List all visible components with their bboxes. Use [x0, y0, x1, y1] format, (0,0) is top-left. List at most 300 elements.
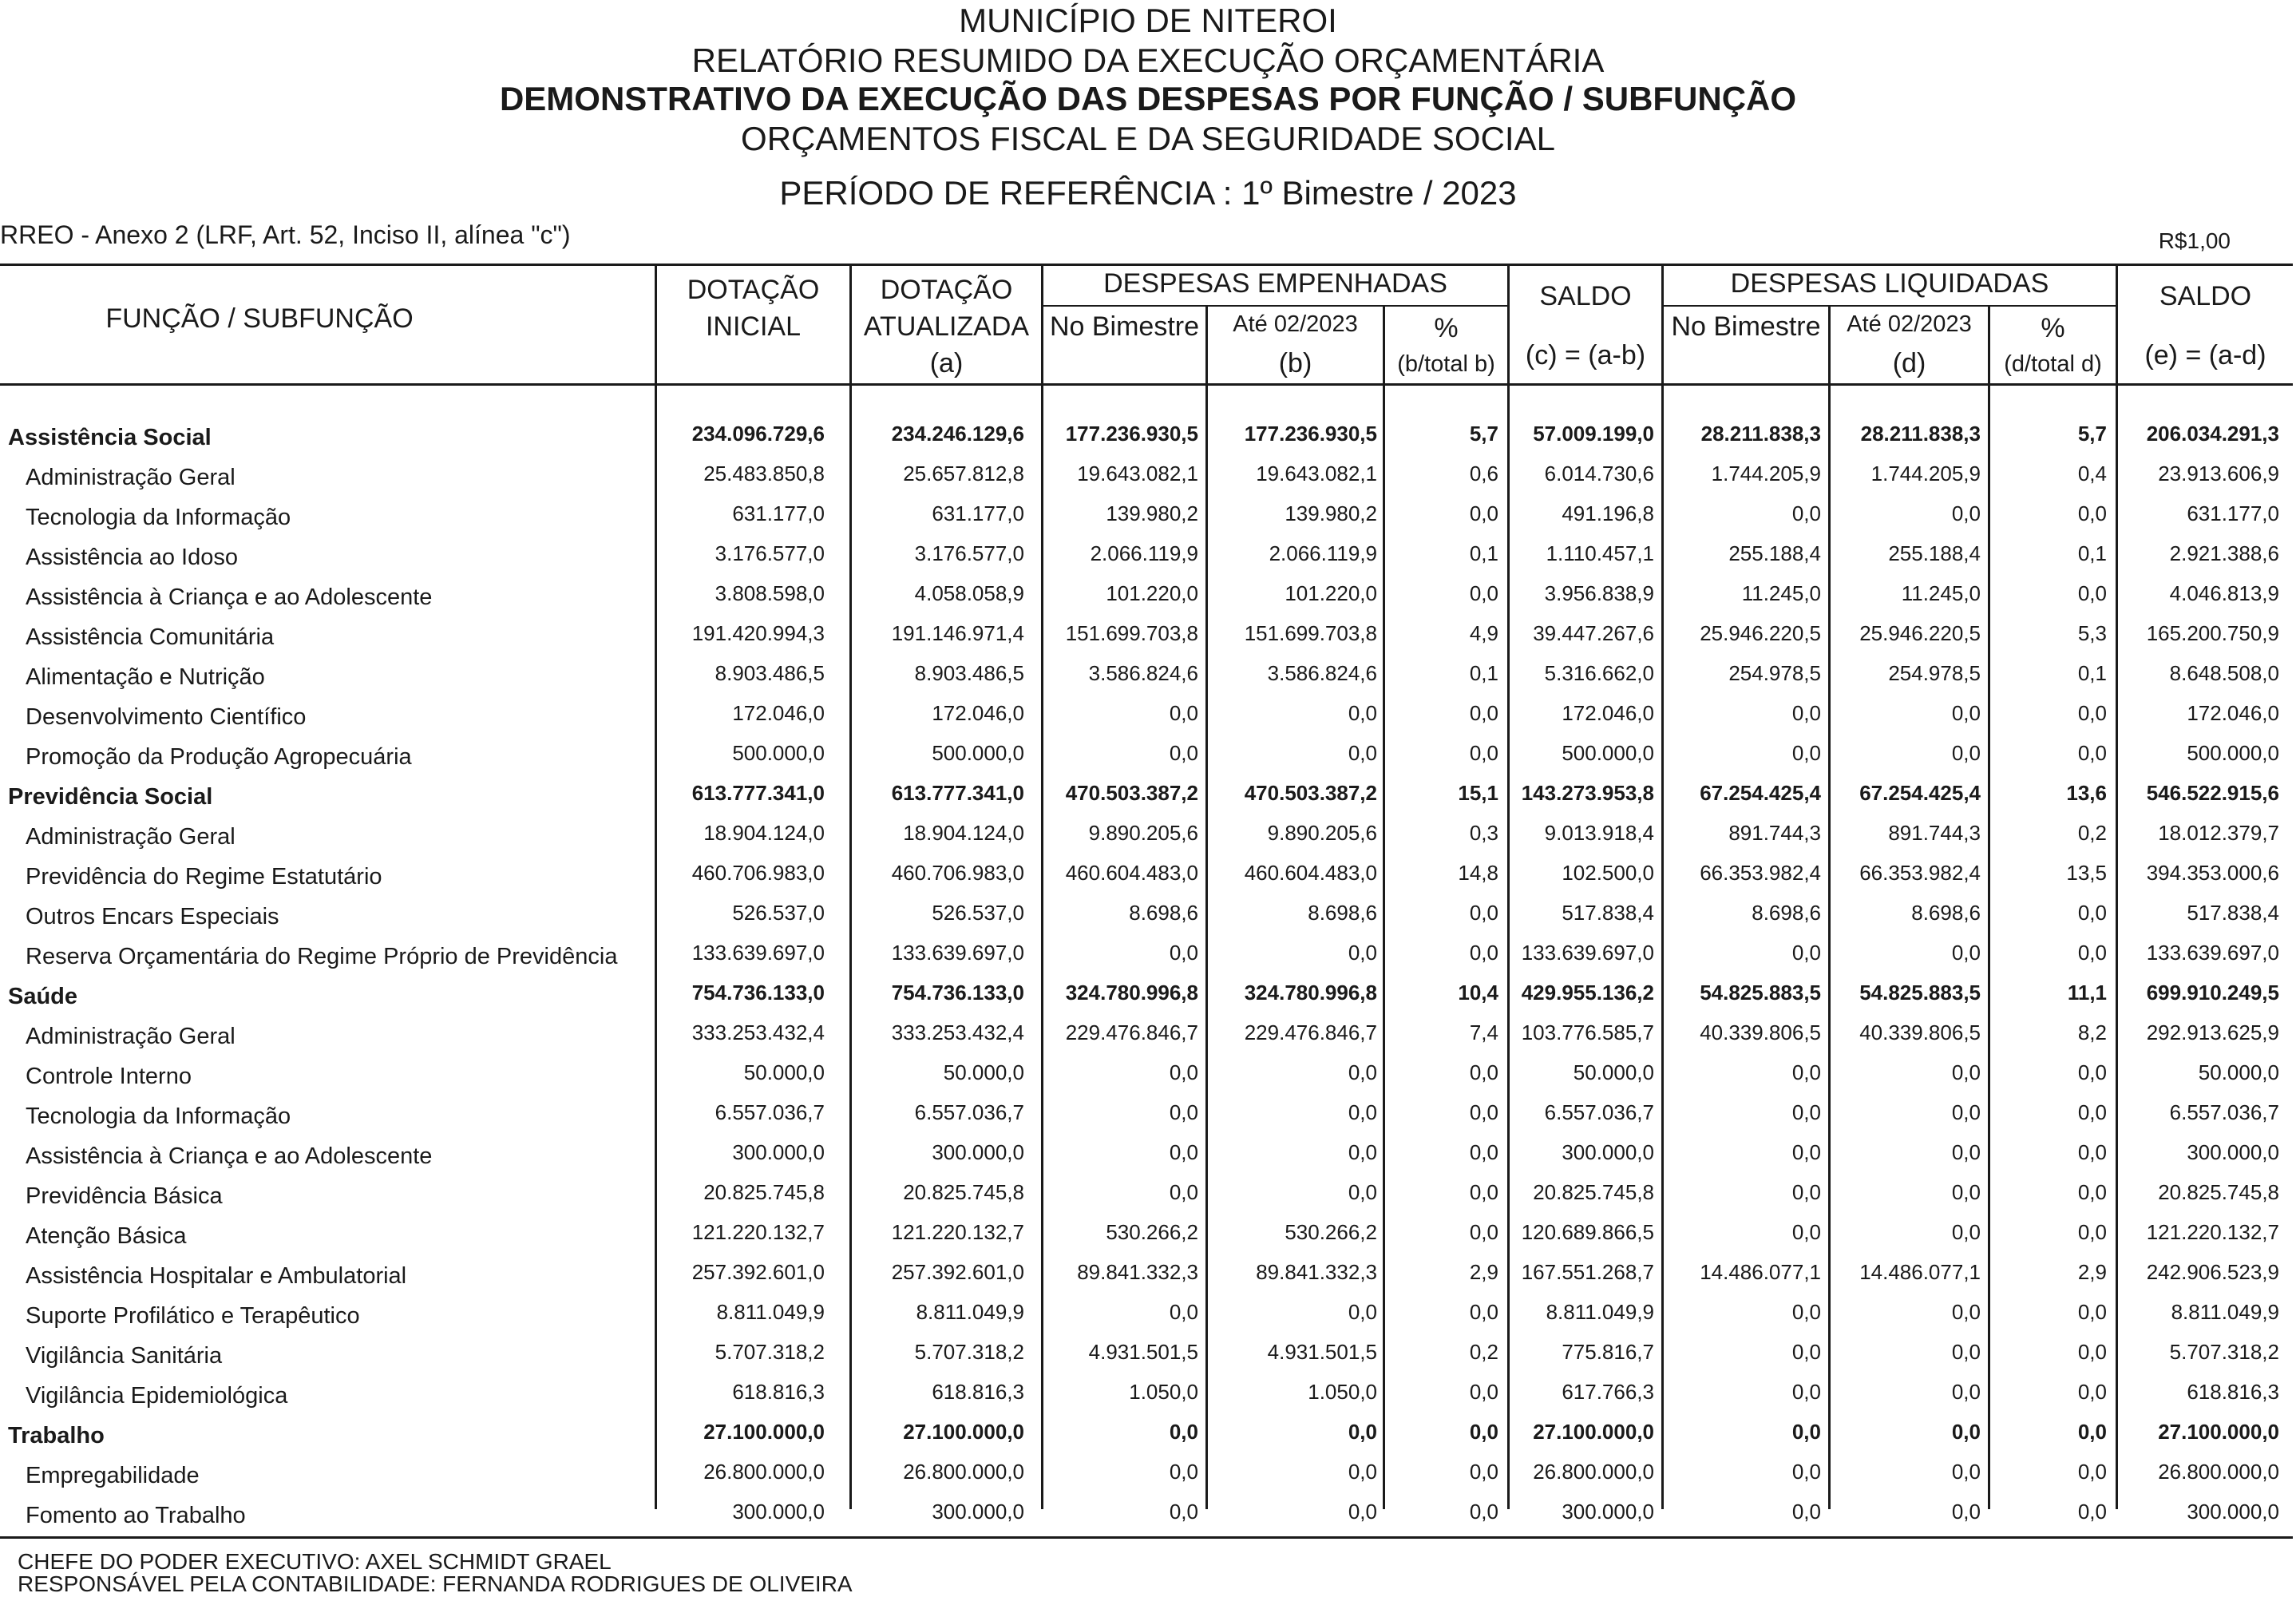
value-cell: 3.176.577,0	[715, 541, 825, 565]
value-cell: 172.046,0	[932, 701, 1024, 725]
value-cell: 40.339.806,5	[1859, 1020, 1981, 1044]
value-cell: 20.825.745,8	[903, 1180, 1024, 1204]
col-header-liq-bimestre: No Bimestre	[1671, 311, 1821, 342]
value-cell: 0,0	[2077, 1500, 2107, 1524]
value-cell: 4.058.058,9	[914, 581, 1024, 605]
value-cell: 0,0	[1951, 1060, 1981, 1084]
value-cell: 50.000,0	[943, 1060, 1024, 1084]
value-cell: 0,0	[1469, 1220, 1498, 1244]
value-cell: 3.586.824,6	[1088, 661, 1198, 685]
value-cell: 39.447.267,6	[1533, 621, 1654, 645]
value-cell: 300.000,0	[1562, 1500, 1654, 1524]
value-cell: 0,0	[1348, 1100, 1377, 1124]
table-row	[0, 1180, 2296, 1219]
value-cell: 0,0	[1169, 941, 1198, 965]
value-cell: 191.146.971,4	[891, 621, 1024, 645]
subfunction-name: Suporte Profilático e Terapêutico	[26, 1303, 360, 1329]
value-cell: 0,0	[1791, 1500, 1821, 1524]
value-cell: 699.910.249,5	[2146, 981, 2279, 1005]
value-cell: 0,0	[1348, 1500, 1377, 1524]
table-row	[0, 901, 2296, 939]
value-cell: 9.890.205,6	[1088, 821, 1198, 845]
value-cell: 0,6	[1469, 462, 1498, 485]
subfunction-name: Previdência Básica	[26, 1183, 223, 1209]
function-name: Assistência Social	[8, 425, 212, 450]
subfunction-name: Promoção da Produção Agropecuária	[26, 744, 412, 770]
value-cell: 0,0	[2077, 1140, 2107, 1164]
value-cell: 25.483.850,8	[703, 462, 825, 485]
subfunction-name: Administração Geral	[26, 824, 236, 850]
value-cell: 2,9	[1469, 1260, 1498, 1284]
value-cell: 25.657.812,8	[903, 462, 1024, 485]
subfunction-name: Assistência ao Idoso	[26, 545, 238, 570]
subfunction-name: Tecnologia da Informação	[26, 505, 291, 530]
subfunction-name: Outros Encars Especiais	[26, 904, 279, 929]
table-row	[0, 741, 2296, 779]
value-cell: 754.736.133,0	[691, 981, 825, 1005]
value-cell: 0,1	[1469, 541, 1498, 565]
value-cell: 8.698,6	[1129, 901, 1198, 925]
function-name: Trabalho	[8, 1423, 105, 1448]
col-header-emp-pct-2: (b/total b)	[1397, 351, 1495, 377]
value-cell: 1.744.205,9	[1711, 462, 1821, 485]
value-cell: 13,5	[2066, 861, 2107, 885]
value-cell: 20.825.745,8	[1533, 1180, 1654, 1204]
value-cell: 0,0	[1951, 1300, 1981, 1324]
value-cell: 546.522.915,6	[2146, 781, 2279, 805]
value-cell: 0,0	[1791, 1100, 1821, 1124]
value-cell: 0,0	[1348, 1300, 1377, 1324]
value-cell: 0,0	[2077, 1300, 2107, 1324]
col-header-dotacao-atualizada-3: (a)	[929, 348, 964, 378]
value-cell: 172.046,0	[2187, 701, 2279, 725]
value-cell: 28.211.838,3	[1860, 422, 1981, 446]
value-cell: 0,0	[1791, 1140, 1821, 1164]
table-row	[0, 1260, 2296, 1298]
value-cell: 8.903.486,5	[914, 661, 1024, 685]
table-row	[0, 1500, 2296, 1538]
value-cell: 8.811.049,9	[716, 1300, 825, 1324]
value-cell: 0,0	[1169, 1500, 1198, 1524]
value-cell: 0,0	[1469, 1300, 1498, 1324]
value-cell: 5,7	[1469, 422, 1498, 446]
value-cell: 324.780.996,8	[1065, 981, 1198, 1005]
value-cell: 631.177,0	[2187, 501, 2279, 525]
value-cell: 0,0	[1791, 1420, 1821, 1444]
col-group-empenhadas: DESPESAS EMPENHADAS	[1103, 268, 1447, 299]
value-cell: 6.557.036,7	[715, 1100, 825, 1124]
subfunction-name: Assistência à Criança e ao Adolescente	[26, 1143, 433, 1169]
table-row	[0, 861, 2296, 899]
value-cell: 530.266,2	[1106, 1220, 1198, 1244]
value-cell: 151.699.703,8	[1065, 621, 1198, 645]
value-cell: 460.706.983,0	[891, 861, 1024, 885]
subfunction-name: Atenção Básica	[26, 1223, 187, 1249]
value-cell: 3.808.598,0	[715, 581, 825, 605]
value-cell: 0,0	[1791, 941, 1821, 965]
value-cell: 300.000,0	[732, 1500, 825, 1524]
table-row	[0, 661, 2296, 699]
value-cell: 491.196,8	[1562, 501, 1654, 525]
value-cell: 0,0	[1791, 1380, 1821, 1404]
subfunction-name: Vigilância Sanitária	[26, 1343, 223, 1369]
value-cell: 23.913.606,9	[2158, 462, 2279, 485]
value-cell: 0,0	[1169, 1300, 1198, 1324]
value-cell: 470.503.387,2	[1065, 781, 1198, 805]
value-cell: 103.776.585,7	[1521, 1020, 1654, 1044]
value-cell: 6.557.036,7	[1544, 1100, 1654, 1124]
value-cell: 254.978,5	[1888, 661, 1981, 685]
value-cell: 254.978,5	[1728, 661, 1821, 685]
value-cell: 0,0	[2077, 701, 2107, 725]
value-cell: 891.744,3	[1888, 821, 1981, 845]
value-cell: 470.503.387,2	[1244, 781, 1377, 805]
value-cell: 4.046.813,9	[2169, 581, 2279, 605]
value-cell: 133.639.697,0	[1521, 941, 1654, 965]
value-cell: 0,0	[1469, 1100, 1498, 1124]
value-cell: 0,0	[1791, 1340, 1821, 1364]
value-cell: 18.904.124,0	[703, 821, 825, 845]
value-cell: 0,0	[1348, 701, 1377, 725]
value-cell: 139.980,2	[1285, 501, 1377, 525]
value-cell: 234.096.729,6	[691, 422, 825, 446]
report-title-municipality: MUNICÍPIO DE NITEROI	[959, 2, 1337, 39]
value-cell: 8.698,6	[1308, 901, 1377, 925]
table-row	[0, 501, 2296, 540]
value-cell: 5.707.318,2	[914, 1340, 1024, 1364]
value-cell: 0,0	[2077, 741, 2107, 765]
value-cell: 8.698,6	[1911, 901, 1981, 925]
value-cell: 27.100.000,0	[703, 1420, 825, 1444]
value-cell: 394.353.000,6	[2146, 861, 2279, 885]
value-cell: 234.246.129,6	[891, 422, 1024, 446]
empenhadas-rule	[1043, 305, 1509, 307]
value-cell: 500.000,0	[732, 741, 825, 765]
value-cell: 0,0	[1951, 1500, 1981, 1524]
value-cell: 102.500,0	[1562, 861, 1654, 885]
value-cell: 460.706.983,0	[691, 861, 825, 885]
report-title-summary: RELATÓRIO RESUMIDO DA EXECUÇÃO ORÇAMENTÁRIA	[691, 42, 1605, 79]
value-cell: 0,1	[1469, 661, 1498, 685]
value-cell: 133.639.697,0	[691, 941, 825, 965]
value-cell: 0,0	[1469, 581, 1498, 605]
value-cell: 18.012.379,7	[2158, 821, 2279, 845]
value-cell: 165.200.750,9	[2146, 621, 2279, 645]
value-cell: 0,2	[2077, 821, 2107, 845]
value-cell: 0,0	[1951, 941, 1981, 965]
function-name: Previdência Social	[8, 784, 213, 810]
value-cell: 20.825.745,8	[703, 1180, 825, 1204]
value-cell: 0,0	[1951, 1180, 1981, 1204]
col-header-saldo-c-1: SALDO	[1539, 281, 1632, 311]
value-cell: 0,0	[1469, 1140, 1498, 1164]
value-cell: 0,0	[1791, 701, 1821, 725]
value-cell: 11,1	[2067, 981, 2107, 1005]
value-cell: 25.946.220,5	[1700, 621, 1821, 645]
value-cell: 0,0	[1469, 1420, 1498, 1444]
value-cell: 26.800.000,0	[703, 1460, 825, 1484]
value-cell: 0,0	[1169, 1420, 1198, 1444]
value-cell: 0,0	[1169, 1140, 1198, 1164]
table-group-row	[0, 422, 2296, 460]
value-cell: 89.841.332,3	[1256, 1260, 1377, 1284]
value-cell: 26.800.000,0	[903, 1460, 1024, 1484]
value-cell: 0,0	[1791, 1060, 1821, 1084]
value-cell: 255.188,4	[1888, 541, 1981, 565]
value-cell: 6.557.036,7	[2169, 1100, 2279, 1124]
subfunction-name: Vigilância Epidemiológica	[26, 1383, 288, 1409]
value-cell: 618.816,3	[2187, 1380, 2279, 1404]
value-cell: 292.913.625,9	[2146, 1020, 2279, 1044]
value-cell: 0,0	[2077, 1060, 2107, 1084]
value-cell: 300.000,0	[932, 1140, 1024, 1164]
value-cell: 133.639.697,0	[2146, 941, 2279, 965]
value-cell: 0,0	[2077, 581, 2107, 605]
value-cell: 177.236.930,5	[1244, 422, 1377, 446]
table-row	[0, 1220, 2296, 1258]
col-header-emp-ate-1: Até 02/2023	[1233, 311, 1358, 337]
value-cell: 0,0	[1348, 1060, 1377, 1084]
value-cell: 19.643.082,1	[1256, 462, 1377, 485]
value-cell: 1.110.457,1	[1546, 541, 1654, 565]
value-cell: 0,0	[1348, 1180, 1377, 1204]
value-cell: 631.177,0	[732, 501, 825, 525]
value-cell: 0,0	[2077, 901, 2107, 925]
col-header-liq-pct-1: %	[2041, 313, 2065, 343]
value-cell: 121.220.132,7	[891, 1220, 1024, 1244]
value-cell: 613.777.341,0	[891, 781, 1024, 805]
table-row	[0, 1380, 2296, 1418]
value-cell: 0,0	[1348, 741, 1377, 765]
value-cell: 101.220,0	[1106, 581, 1198, 605]
value-cell: 143.273.953,8	[1521, 781, 1654, 805]
value-cell: 530.266,2	[1285, 1220, 1377, 1244]
value-cell: 206.034.291,3	[2146, 422, 2279, 446]
value-cell: 6.014.730,6	[1544, 462, 1654, 485]
value-cell: 0,2	[1469, 1340, 1498, 1364]
value-cell: 18.904.124,0	[903, 821, 1024, 845]
value-cell: 14,8	[1458, 861, 1498, 885]
value-cell: 5,7	[2077, 422, 2107, 446]
table-group-row	[0, 981, 2296, 1019]
value-cell: 333.253.432,4	[891, 1020, 1024, 1044]
value-cell: 300.000,0	[2187, 1140, 2279, 1164]
subfunction-name: Administração Geral	[26, 1024, 236, 1049]
header-bottom-rule	[0, 383, 2293, 386]
value-cell: 101.220,0	[1285, 581, 1377, 605]
value-cell: 5.316.662,0	[1544, 661, 1654, 685]
value-cell: 151.699.703,8	[1244, 621, 1377, 645]
value-cell: 1.050,0	[1308, 1380, 1377, 1404]
value-cell: 2.921.388,6	[2169, 541, 2279, 565]
table-row	[0, 1300, 2296, 1338]
value-cell: 0,0	[1169, 701, 1198, 725]
subfunction-name: Controle Interno	[26, 1064, 192, 1089]
table-row	[0, 941, 2296, 979]
value-cell: 3.176.577,0	[914, 541, 1024, 565]
col-header-liq-pct-2: (d/total d)	[2004, 351, 2102, 377]
value-cell: 26.800.000,0	[2158, 1460, 2279, 1484]
value-cell: 0,0	[2077, 1180, 2107, 1204]
col-header-saldo-c-2: (c) = (a-b)	[1525, 340, 1646, 371]
value-cell: 0,0	[1791, 741, 1821, 765]
value-cell: 0,0	[1469, 901, 1498, 925]
value-cell: 40.339.806,5	[1700, 1020, 1821, 1044]
value-cell: 7,4	[1469, 1020, 1498, 1044]
col-header-saldo-e-2: (e) = (a-d)	[2144, 340, 2266, 371]
value-cell: 4,9	[1469, 621, 1498, 645]
value-cell: 0,0	[1169, 1060, 1198, 1084]
value-cell: 526.537,0	[932, 901, 1024, 925]
annex-reference: RREO - Anexo 2 (LRF, Art. 52, Inciso II, alínea "c")	[0, 220, 571, 249]
table-row	[0, 1100, 2296, 1139]
value-cell: 0,3	[1469, 821, 1498, 845]
value-cell: 27.100.000,0	[1533, 1420, 1654, 1444]
value-cell: 0,0	[1469, 1180, 1498, 1204]
subfunction-name: Previdência do Regime Estatutário	[26, 864, 382, 890]
value-cell: 0,0	[1469, 1380, 1498, 1404]
table-row	[0, 581, 2296, 620]
value-cell: 121.220.132,7	[691, 1220, 825, 1244]
footer-executive: CHEFE DO PODER EXECUTIVO: AXEL SCHMIDT GRAEL	[18, 1549, 612, 1574]
table-row	[0, 1340, 2296, 1378]
value-cell: 0,0	[1951, 501, 1981, 525]
value-cell: 891.744,3	[1728, 821, 1821, 845]
value-cell: 617.766,3	[1562, 1380, 1654, 1404]
subfunction-name: Tecnologia da Informação	[26, 1104, 291, 1129]
value-cell: 120.689.866,5	[1521, 1220, 1654, 1244]
value-cell: 0,0	[1469, 501, 1498, 525]
col-group-liquidadas: DESPESAS LIQUIDADAS	[1730, 268, 2049, 299]
value-cell: 0,0	[1348, 1460, 1377, 1484]
value-cell: 9.890.205,6	[1267, 821, 1377, 845]
table-group-row	[0, 781, 2296, 819]
value-cell: 27.100.000,0	[2158, 1420, 2279, 1444]
value-cell: 618.816,3	[932, 1380, 1024, 1404]
function-name: Saúde	[8, 984, 78, 1009]
value-cell: 2,9	[2077, 1260, 2107, 1284]
value-cell: 0,0	[1951, 1340, 1981, 1364]
value-cell: 0,0	[1469, 701, 1498, 725]
value-cell: 11.245,0	[1741, 581, 1821, 605]
value-cell: 10,4	[1458, 981, 1498, 1005]
value-cell: 66.353.982,4	[1700, 861, 1821, 885]
value-cell: 0,0	[1951, 1100, 1981, 1124]
liquidadas-rule	[1663, 305, 2117, 307]
value-cell: 0,0	[2077, 1220, 2107, 1244]
subfunction-name: Reserva Orçamentária do Regime Próprio de Previdência	[26, 944, 618, 969]
value-cell: 0,1	[2077, 661, 2107, 685]
report-title-budgets: ORÇAMENTOS FISCAL E DA SEGURIDADE SOCIAL	[741, 120, 1555, 157]
value-cell: 460.604.483,0	[1065, 861, 1198, 885]
value-cell: 0,0	[1469, 941, 1498, 965]
value-cell: 500.000,0	[2187, 741, 2279, 765]
value-cell: 167.551.268,7	[1521, 1260, 1654, 1284]
value-cell: 50.000,0	[743, 1060, 825, 1084]
value-cell: 8,2	[2077, 1020, 2107, 1044]
value-cell: 121.220.132,7	[2146, 1220, 2279, 1244]
value-cell: 9.013.918,4	[1544, 821, 1654, 845]
value-cell: 429.955.136,2	[1521, 981, 1654, 1005]
table-row	[0, 1020, 2296, 1059]
value-cell: 0,0	[2077, 941, 2107, 965]
value-cell: 8.811.049,9	[916, 1300, 1024, 1324]
col-header-dotacao-atualizada-2: ATUALIZADA	[863, 311, 1030, 342]
table-row	[0, 1060, 2296, 1099]
table-group-row	[0, 1420, 2296, 1458]
value-cell: 25.946.220,5	[1859, 621, 1981, 645]
value-cell: 0,0	[1951, 1420, 1981, 1444]
value-cell: 300.000,0	[2187, 1500, 2279, 1524]
value-cell: 54.825.883,5	[1700, 981, 1821, 1005]
value-cell: 133.639.697,0	[891, 941, 1024, 965]
value-cell: 6.557.036,7	[914, 1100, 1024, 1124]
subfunction-name: Administração Geral	[26, 465, 236, 490]
value-cell: 54.825.883,5	[1859, 981, 1981, 1005]
value-cell: 0,0	[1469, 741, 1498, 765]
col-header-funcao: FUNÇÃO / SUBFUNÇÃO	[105, 303, 414, 334]
value-cell: 8.648.508,0	[2169, 661, 2279, 685]
value-cell: 67.254.425,4	[1859, 781, 1981, 805]
value-cell: 4.931.501,5	[1267, 1340, 1377, 1364]
value-cell: 500.000,0	[1562, 741, 1654, 765]
value-cell: 0,0	[2077, 1380, 2107, 1404]
value-cell: 0,0	[2077, 1100, 2107, 1124]
value-cell: 0,0	[1951, 1220, 1981, 1244]
value-cell: 460.604.483,0	[1244, 861, 1377, 885]
value-cell: 0,0	[1469, 1500, 1498, 1524]
footer-accountant: RESPONSÁVEL PELA CONTABILIDADE: FERNANDA RODRIGUES DE OLIVEIRA	[18, 1571, 853, 1596]
col-header-emp-bimestre: No Bimestre	[1049, 311, 1200, 342]
value-cell: 0,0	[1348, 941, 1377, 965]
value-cell: 2.066.119,9	[1269, 541, 1377, 565]
value-cell: 28.211.838,3	[1700, 422, 1821, 446]
table-row	[0, 821, 2296, 859]
value-cell: 13,6	[2066, 781, 2107, 805]
table-row	[0, 701, 2296, 739]
value-cell: 14.486.077,1	[1859, 1260, 1981, 1284]
value-cell: 1.744.205,9	[1870, 462, 1981, 485]
value-cell: 15,1	[1458, 781, 1498, 805]
value-cell: 8.811.049,9	[1546, 1300, 1654, 1324]
col-header-dotacao-atualizada-1: DOTAÇÃO	[880, 275, 1013, 305]
value-cell: 517.838,4	[2187, 901, 2279, 925]
value-cell: 5,3	[2077, 621, 2107, 645]
value-cell: 0,0	[2077, 1420, 2107, 1444]
value-cell: 0,0	[1169, 1460, 1198, 1484]
value-cell: 242.906.523,9	[2146, 1260, 2279, 1284]
value-cell: 0,0	[1951, 701, 1981, 725]
table-row	[0, 462, 2296, 500]
value-cell: 0,0	[1169, 1100, 1198, 1124]
value-cell: 5.707.318,2	[715, 1340, 825, 1364]
value-cell: 57.009.199,0	[1533, 422, 1654, 446]
table-row	[0, 541, 2296, 580]
value-cell: 8.811.049,9	[2171, 1300, 2279, 1324]
value-cell: 0,0	[1951, 1460, 1981, 1484]
value-cell: 0,0	[1951, 1140, 1981, 1164]
value-cell: 89.841.332,3	[1077, 1260, 1198, 1284]
value-cell: 324.780.996,8	[1244, 981, 1377, 1005]
col-header-liq-ate-2: (d)	[1892, 348, 1926, 378]
value-cell: 0,0	[2077, 501, 2107, 525]
value-cell: 0,0	[1469, 1460, 1498, 1484]
report-period: PERÍODO DE REFERÊNCIA : 1º Bimestre / 2023	[779, 174, 1517, 212]
value-cell: 0,0	[1169, 1180, 1198, 1204]
value-cell: 0,0	[1791, 1180, 1821, 1204]
value-cell: 50.000,0	[2198, 1060, 2279, 1084]
value-cell: 0,0	[1348, 1420, 1377, 1444]
